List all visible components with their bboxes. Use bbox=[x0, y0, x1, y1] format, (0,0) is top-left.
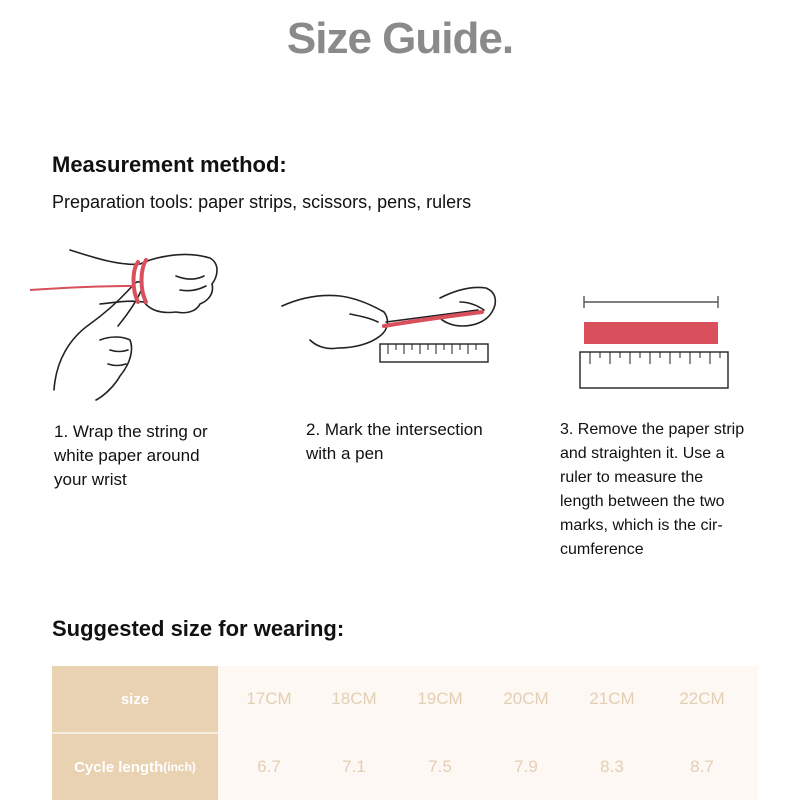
cycle-length-header-cell: Cycle length (inch) bbox=[52, 734, 218, 800]
step-2-text: 2. Mark the intersection with a pen bbox=[306, 420, 483, 463]
size-table bbox=[52, 666, 758, 800]
size-cell: 19CM bbox=[417, 689, 463, 708]
size-cell: 22CM bbox=[679, 689, 725, 708]
size-cell: 18CM bbox=[331, 689, 377, 708]
size-cell: 20CM bbox=[503, 689, 549, 708]
ruler-icon bbox=[380, 344, 488, 362]
preparation-tools-text: Preparation tools: paper strips, scissors, pens, rulers bbox=[52, 192, 472, 212]
size-row bbox=[52, 666, 758, 732]
page-title: Size Guide. bbox=[286, 14, 514, 63]
measurement-illustrations bbox=[0, 240, 800, 410]
red-string-icon bbox=[134, 260, 147, 302]
mark-intersection-illustration bbox=[282, 287, 495, 348]
strip-on-ruler-illustration bbox=[580, 296, 728, 388]
cycle-cell: 8.7 bbox=[690, 757, 714, 776]
cycle-cell: 7.1 bbox=[342, 757, 366, 776]
suggested-size-heading: Suggested size for wearing: bbox=[52, 616, 345, 641]
cycle-cell: 7.9 bbox=[514, 757, 538, 776]
size-cell: 21CM bbox=[589, 689, 635, 708]
cycle-cell: 7.5 bbox=[428, 757, 452, 776]
cycle-cell: 6.7 bbox=[257, 757, 281, 776]
size-cell: 17CM bbox=[246, 689, 292, 708]
step-3-text: 3. Remove the paper strip and straighten it. Use a ruler to measure the length between the two marks, which is the cir- cumference bbox=[560, 421, 745, 558]
cycle-cell: 8.3 bbox=[600, 757, 624, 776]
size-header-cell: size bbox=[52, 666, 218, 732]
measurement-heading: Measurement method: bbox=[52, 152, 287, 177]
cycle-length-row bbox=[52, 734, 758, 800]
step-1-text: 1. Wrap the string or white paper around your wrist bbox=[54, 422, 208, 489]
